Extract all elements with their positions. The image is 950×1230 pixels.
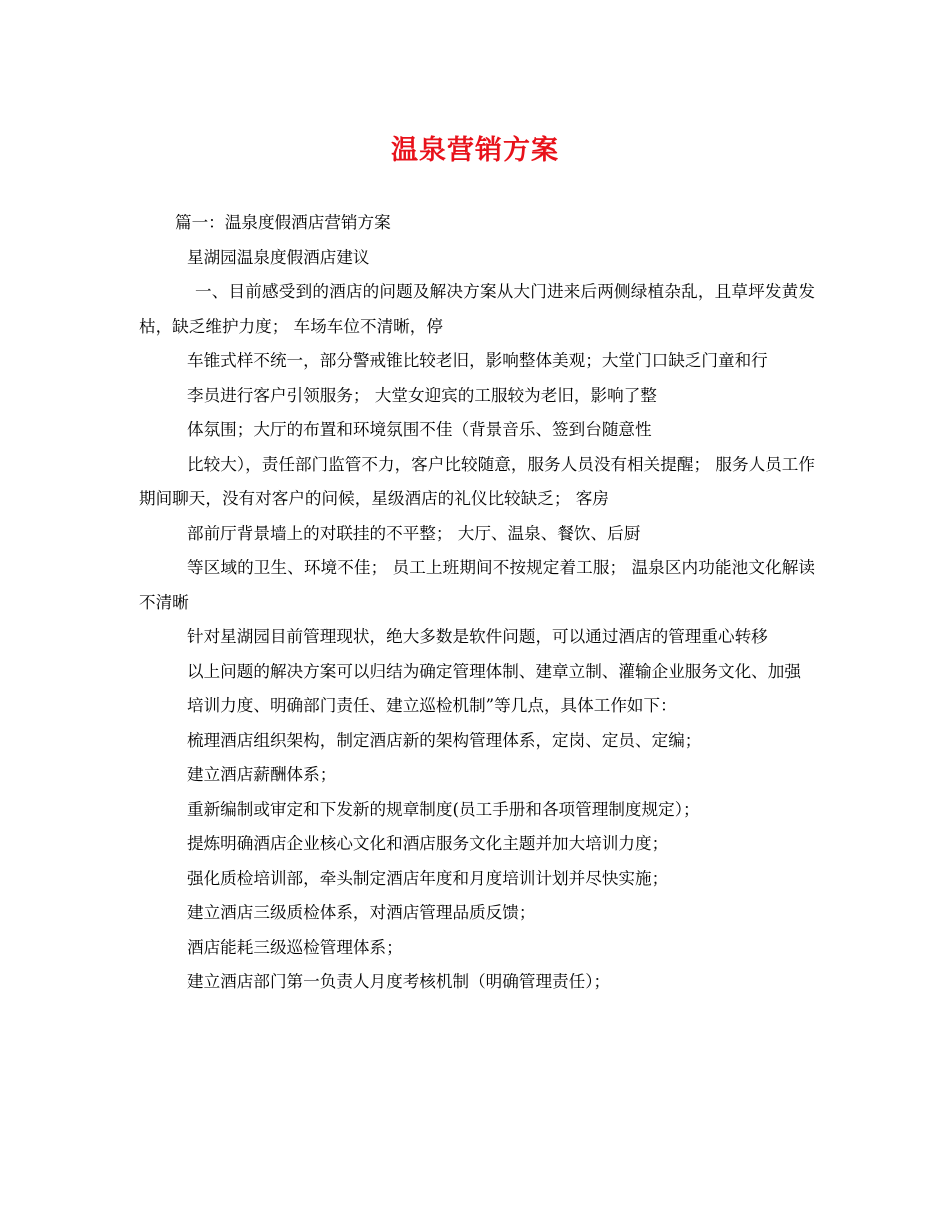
document-title: 温泉营销方案 [391, 135, 559, 166]
paragraph: 建立酒店薪酬体系； [187, 765, 337, 784]
paragraph: 李员进行客户引领服务； 大堂女迎宾的工服较为老旧，影响了整 [187, 385, 657, 405]
paragraph: 比较大），责任部门监管不力，客户比较随意，服务人员没有相关提醒； 服务人员工作期间聊天，没有对客户的问候，星级酒店的礼仪比较缺乏； 客房 [139, 454, 815, 508]
paragraph: 针对星湖园目前管理现状，绝大多数是软件问题，可以通过酒店的管理重心转移 [187, 627, 768, 646]
paragraph: 篇一：温泉度假酒店营销方案 [175, 213, 391, 232]
paragraph: 建立酒店部门第一负责人月度考核机制（明确管理责任）； [187, 972, 611, 991]
paragraph: 强化质检培训部，牵头制定酒店年度和月度培训计划并尽快实施； [187, 868, 669, 888]
paragraph: 一、目前感受到的酒店的问题及解决方案从大门进来后两侧绿植杂乱，且草坪发黄发枯，缺乏维护力度； 车场车位不清晰，停 [139, 282, 815, 336]
paragraph: 以上问题的解决方案可以归结为确定管理体制、建章立制、灌输企业服务文化、加强 [187, 661, 801, 681]
paragraph: 酒店能耗三级巡检管理体系； [187, 937, 403, 957]
paragraph: 培训力度、明确部门责任、建立巡检机制”等几点，具体工作如下： [187, 696, 677, 715]
paragraph: 梳理酒店组织架构，制定酒店新的架构管理体系，定岗、定员、定编； [187, 730, 702, 750]
paragraph: 车锥式样不统一，部分警戒锥比较老旧，影响整体美观；大堂门口缺乏门童和行 [187, 351, 768, 370]
paragraph: 建立酒店三级质检体系，对酒店管理品质反馈； [187, 903, 536, 922]
paragraph: 星湖园温泉度假酒店建议 [187, 247, 370, 267]
paragraph: 等区域的卫生、环境不佳； 员工上班期间不按规定着工服； 温泉区内功能池文化解读不清晰 [139, 558, 815, 612]
paragraph: 重新编制或审定和下发新的规章制度(员工手册和各项管理制度规定）； [187, 799, 700, 819]
paragraph: 体氛围；大厅的布置和环境氛围不佳（背景音乐、签到台随意性 [187, 420, 652, 439]
paragraph: 部前厅背景墙上的对联挂的不平整； 大厅、温泉、餐饮、后厨 [187, 523, 641, 543]
paragraph: 提炼明确酒店企业核心文化和酒店服务文化主题并加大培训力度； [187, 834, 669, 853]
document-body [139, 206, 815, 1000]
